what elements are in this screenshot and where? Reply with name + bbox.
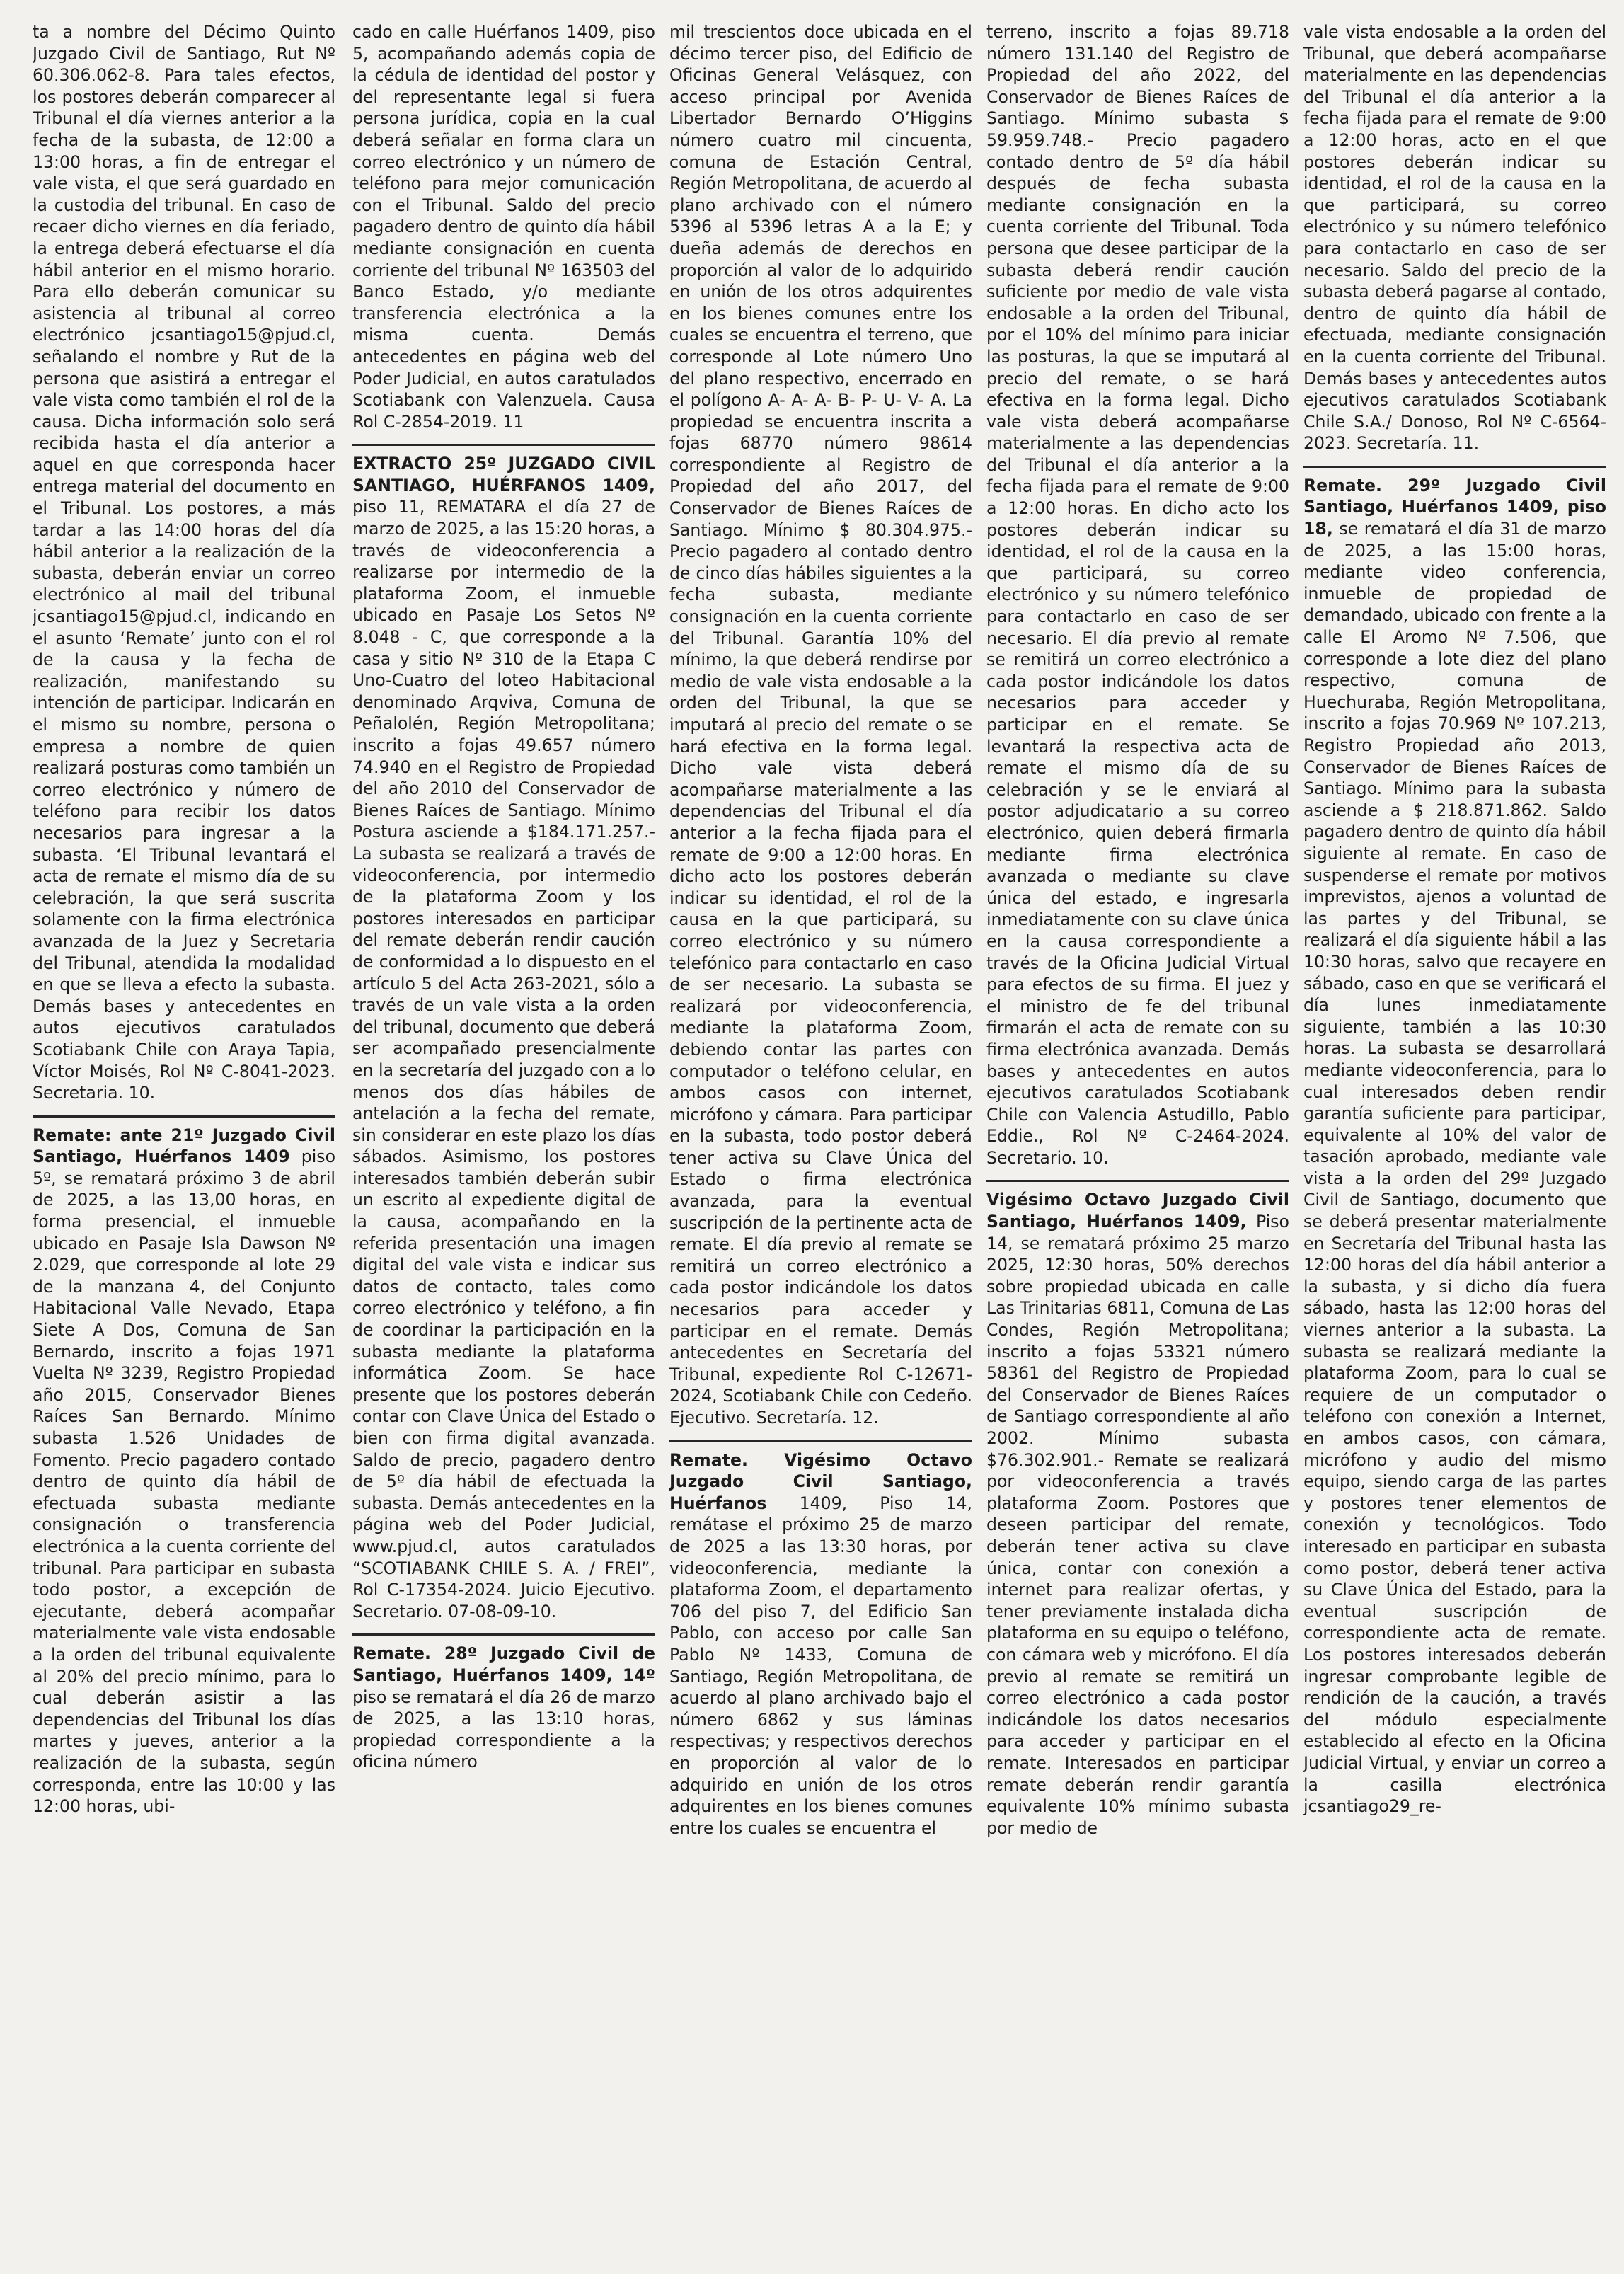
- notice-body: piso se rematará el día 26 de marzo de 2025, a las 13:10 horas, propiedad correspondiente a la oficina número: [352, 1687, 655, 1772]
- notice-heading: Remate. 28º Juzgado Civil de Santiago, Huérfanos 1409, 14º: [352, 1643, 655, 1685]
- column-3: [669, 21, 972, 2265]
- notice-continuation: [1303, 21, 1606, 461]
- notice-body: se rematará el día 31 de marzo de 2025, a las 15:00 horas, mediante video conferencia, inmueble de propiedad de demandado, ubicado con frente a la calle El Aromo Nº 7.506, que corresponde a lote diez del plano respectivo, comuna de Huechuraba, Región Metropolitana, inscrito a fojas 70.969 Nº 107.213, Registro Propiedad año 2013, Conservador de Bienes Raíces de Santiago. Mínimo para la subasta asciende a $ 218.871.862. Saldo pagadero dentro de quinto día hábil siguiente al remate. En caso de suspenderse el remate por motivos imprevistos, ajenos a voluntad de las partes y del Tribunal, se realizará el día siguiente hábil a las 10:30 horas, salvo que recayere en sábado, caso en que se verificará el día lunes inmediatamente siguiente, también a las 10:30 horas. La subasta se desarrollará mediante videoconferencia, para lo cual interesados deben rendir garantía suficiente para participar, equivalente al 10% del valor de tasación aprobado, mediante vale vista a la orden del 29º Juzgado Civil de Santiago, documento que se deberá presentar materialmente en Secretaría del Tribunal hasta las 12:00 horas del día hábil anterior a la subasta, y si dicho día fuera sábado, hasta las 12:00 horas del viernes anterior a la subasta. La subasta se realizará mediante la plataforma Zoom, para lo cual se requiere de un computador o teléfono con conexión a Internet, en ambos casos, con cámara, micrófono y audio del mismo equipo, siendo carga de las partes y postores tener elementos de conexión y tecnológicos. Todo interesado en participar en subasta como postor, deberá tener activa su Clave Única del Estado, para la eventual suscripción de correspondiente acta de remate. Los postores interesados deberán ingresar comprobante legible de rendición de la caución, a través del módulo especialmente establecido al efecto en la Oficina Judicial Virtual, y enviar un correo a la casilla electrónica jcsantiago29_re-: [1303, 519, 1606, 1817]
- column-4: [986, 21, 1289, 2265]
- notice-heading: Remate. Vigésimo Octavo Juzgado Civil Santiago, Huérfanos: [669, 1449, 972, 1513]
- column-1: [33, 21, 335, 2265]
- notice-body: piso 11, REMATARA el día 27 de marzo de 2025, a las 15:20 horas, a través de videoconferencia a realizarse por intermedio de la plataforma Zoom, el inmueble ubicado en Pasaje Los Setos Nº 8.048 - C, que corresponde a la casa y sitio Nº 310 de la Etapa C Uno-Cuatro del loteo Habitacional denominado Arqviva, Comuna de Peñalolén, Región Metropolitana; inscrito a fojas 49.657 número 74.940 en el Registro de Propiedad del año 2010 del Conservador de Bienes Raíces de Santiago. Mínimo Postura asciende a $184.171.257.- La subasta se realizará a través de videoconferencia, por intermedio de la plataforma Zoom y los postores interesados en participar del remate deberán rendir caución de conformidad a lo dispuesto en el artículo 5 del Acta 263-2021, sólo a través de un vale vista a la orden del tribunal, documento que deberá ser acompañado presencialmente en la secretaría del juzgado con a lo menos dos días hábiles de antelación a la fecha del remate, sin considerar en este plazo los días sábados. Asimismo, los postores interesados también deberán subir un escrito al expediente digital de la causa, acompañando en la referida presentación una imagen digital del vale vista e indicar sus datos de contacto, tales como correo electrónico y teléfono, a fin de coordinar la participación en la subasta mediante la plataforma informática Zoom. Se hace presente que los postores deberán contar con Clave Única del Estado o bien con firma digital avanzada. Saldo de precio, pagadero dentro de 5º día hábil de efectuada la subasta. Demás antecedentes en la página web del Poder Judicial, www.pjud.cl, autos caratulados “SCOTIABANK CHILE S. A. / FREI”, Rol C-17354-2024. Juicio Ejecutivo. Secretario. 07-08-09-10.: [352, 497, 655, 1621]
- notice-vigesimo-octavo-juzgado: [986, 1189, 1289, 1846]
- notice-body: ta a nombre del Décimo Quinto Juzgado Civil de Santiago, Rut Nº 60.306.062-8. Para tales efectos, los postores deberán comparecer al Tribunal el día viernes anterior a la fecha de la subasta, de 12:00 a 13:00 horas, a fin de entregar el vale vista, el que será guardado en la custodia del tribunal. En caso de recaer dicho viernes en día feriado, la entrega deberá efectuarse el día hábil anterior en el mismo horario. Para ello deberán comunicar su asistencia al tribunal al correo electrónico jcsantiago15@pjud.cl, señalando el nombre y Rut de la persona que asistirá a entregar el vale vista como también el rol de la causa. Dicha información solo será recibida hasta el día anterior a aquel en que corresponda hacer entrega material del documento en el Tribunal. Los postores, a más tardar a las 14:00 horas del día hábil anterior a la realización de la subasta, deberán enviar un correo electrónico al mail del tribunal jcsantiago15@pjud.cl, indicando en el asunto ‘Remate’ junto con el rol de la causa y la fecha de realización, manifestando su intención de participar. Indicarán en el mismo su nombre, persona o empresa a nombre de quien realizará posturas como también un correo electrónico y número de teléfono para recibir los datos necesarios para ingresar a la subasta. ‘El Tribunal levantará el acta de remate el mismo día de su celebración, la que será suscrita solamente con la firma electrónica avanzada de la Juez y Secretaria del Tribunal, atendida la modalidad en que se lleva a efecto la subasta. Demás bases y antecedentes en autos ejecutivos caratulados Scotiabank Chile con Araya Tapia, Víctor Moisés, Rol Nº C-8041-2023. Secretaria. 10.: [33, 22, 335, 1103]
- notice-remate-21-juzgado: [33, 1125, 335, 1825]
- column-5: [1303, 21, 1606, 2265]
- notice-heading: Remate: ante 21º Juzgado Civil Santiago, Huérfanos 1409: [33, 1125, 335, 1167]
- notice-continuation: [352, 21, 655, 440]
- notice-remate-28-juzgado: [352, 1643, 655, 1780]
- notice-remate-vigesimo-octavo: [669, 1449, 972, 1847]
- notice-body: vale vista endosable a la orden del Tribunal, que deberá acompañarse materialmente en las dependencias del Tribunal el día anterior a la fecha fijada para el remate de 9:00 a 12:00 horas, acto en el que postores deberán indicar su identidad, el rol de la causa en la que participará, su correo electrónico y su número telefónico para contactarlo en caso de ser necesario. Saldo del precio de la subasta deberá pagarse al contado, dentro de quinto día hábil de efectuada, mediante consignación en la cuenta corriente del Tribunal. Demás bases y antecedentes autos ejecutivos caratulados Scotiabank Chile S.A./ Donoso, Rol Nº C-6564-2023. Secretaría. 11.: [1303, 22, 1606, 454]
- notice-divider: [986, 1180, 1289, 1182]
- notice-heading: Remate. 29º Juzgado Civil Santiago, Huérfanos 1409, piso 18,: [1303, 475, 1606, 539]
- notice-divider: [352, 1633, 655, 1636]
- notice-extracto-25-juzgado: [352, 453, 655, 1629]
- column-2: [352, 21, 655, 2265]
- notice-heading: EXTRACTO 25º JUZGADO CIVIL SANTIAGO, HUÉRFANOS 1409,: [352, 454, 655, 495]
- notice-heading: Vigésimo Octavo Juzgado Civil Santiago, Huérfanos 1409,: [986, 1190, 1289, 1232]
- notice-divider: [1303, 466, 1606, 468]
- notice-continuation: [33, 21, 335, 1111]
- notice-divider: [33, 1115, 335, 1118]
- notice-body: Piso 14, se rematará próximo 25 marzo 2025, 12:30 horas, 50% derechos sobre propiedad ubicada en calle Las Trinitarias 6811, Comuna de Las Condes, Región Metropolitana; inscrito a fojas 53321 número 58361 del Registro de Propiedad del Conservador de Bienes Raíces de Santiago correspondiente al año 2002. Mínimo subasta $76.302.901.- Remate se realizará por videoconferencia a través plataforma Zoom. Postores que deseen participar del remate, deberán tener activa su clave única, contar con conexión a internet para realizar ofertas, y tener previamente instalada dicha plataforma en su equipo o teléfono, con cámara web y micrófono. El día previo al remate se remitirá un correo electrónico a cada postor indicándole los datos necesarios para acceder y participar en el remate. Interesados en participar remate deberán rendir garantía equivalente 10% mínimo subasta por medio de: [986, 1212, 1289, 1838]
- notice-divider: [352, 444, 655, 446]
- notice-continuation: [986, 21, 1289, 1176]
- notice-body: piso 5º, se rematará próximo 3 de abril de 2025, a las 13,00 horas, en forma presencial, el inmueble ubicado en Pasaje Isla Dawson Nº 2.029, que corresponde al lote 29 de la manzana 4, del Conjunto Habitacional Valle Nevado, Etapa Siete A Dos, Comuna de San Bernardo, inscrito a fojas 1971 Vuelta Nº 3239, Registro Propiedad año 2015, Conservador Bienes Raíces San Bernardo. Mínimo subasta 1.526 Unidades de Fomento. Precio pagadero contado dentro de quinto día hábil de efectuada subasta mediante consignación o transferencia electrónica a la cuenta corriente del tribunal. Para participar en subasta todo postor, a excepción de ejecutante, deberá acompañar materialmente vale vista endosable a la orden del tribunal equivalente al 20% del precio mínimo, para lo cual deberán asistir a las dependencias del Tribunal los días martes y jueves, anterior a la realización de la subasta, según corresponda, entre las 10:00 y las 12:00 horas, ubi-: [33, 1147, 335, 1817]
- notice-body: cado en calle Huérfanos 1409, piso 5, acompañando además copia de la cédula de identidad del postor y del representante legal si fuera persona jurídica, copia en la cual deberá señalar en forma clara un correo electrónico y un número de teléfono para mejor comunicación con el Tribunal. Saldo del precio pagadero dentro de quinto día hábil mediante consignación en cuenta corriente del tribunal Nº 163503 del Banco Estado, y/o mediante transferencia electrónica a la misma cuenta. Demás antecedentes en página web del Poder Judicial, en autos caratulados Scotiabank con Valenzuela. Causa Rol C-2854-2019. 11: [352, 22, 655, 432]
- notice-body: terreno, inscrito a fojas 89.718 número 131.140 del Registro de Propiedad del año 2022, del Conservador de Bienes Raíces de Santiago. Mínimo subasta $ 59.959.748.- Precio pagadero contado dentro de 5º día hábil después de fecha subasta mediante consignación en la cuenta corriente del Tribunal. Toda persona que desee participar de la subasta deberá rendir caución suficiente por medio de vale vista endosable a la orden del Tribunal, por el 10% del mínimo para iniciar las posturas, la que se imputará al precio del remate, o se hará efectiva en la forma legal. Dicho vale vista deberá acompañarse materialmente a las dependencias del Tribunal el día anterior a la fecha fijada para el remate de 9:00 a 12:00 horas. En dicho acto los postores deberán indicar su identidad, el rol de la causa en la que participará, su correo electrónico y su número telefónico para contactarlo en caso de ser necesario. El día previo al remate se remitirá un correo electrónico a cada postor indicándole los datos necesarios para acceder y participar en el remate. Se levantará la respectiva acta de remate el mismo día de su celebración y se le enviará al postor adjudicatario a su correo electrónico, quien deberá firmarla mediante firma electrónica avanzada o mediante su clave única del estado, e ingresarla inmediatamente con su clave única en la causa correspondiente a través de la Oficina Judicial Virtual para efectos de su firma. El juez y el ministro de fe del tribunal firmarán el acta de remate con su firma electrónica avanzada. Demás bases y antecedentes en autos ejecutivos caratulados Scotiabank Chile con Valencia Astudillo, Pablo Eddie., Rol Nº C-2464-2024. Secretario. 10.: [986, 22, 1289, 1168]
- notice-body: mil trescientos doce ubicada en el décimo tercer piso, del Edificio de Oficinas General Velásquez, con acceso principal por Avenida Libertador Bernardo O’Higgins número cuatro mil cincuenta, comuna de Estación Central, Región Metropolitana, de acuerdo al plano archivado con el número 5396 al 5396 letras A a la E; y dueña además de derechos en proporción al valor de lo adquirido en unión de los otros adquirentes en los bienes comunes entre los cuales se encuentra el terreno, que corresponde al Lote número Uno del plano respectivo, encerrado en el polígono A- A- A- B- P- U- V- A. La propiedad se encuentra inscrita a fojas 68770 número 98614 correspondiente al Registro de Propiedad del año 2017, del Conservador de Bienes Raíces de Santiago. Mínimo $ 80.304.975.- Precio pagadero al contado dentro de cinco días hábiles siguientes a la fecha subasta, mediante consignación en la cuenta corriente del Tribunal. Garantía 10% del mínimo, la que deberá rendirse por medio de vale vista endosable a la orden del Tribunal, la que se imputará al precio del remate o se hará efectiva en la forma legal. Dicho vale vista deberá acompañarse materialmente a las dependencias del Tribunal el día anterior a la fecha fijada para el remate de 9:00 a 12:00 horas. En dicho acto los postores deberán indicar su identidad, el rol de la causa en la que participará, su correo electrónico y su número telefónico para contactarlo en caso de ser necesario. La subasta se realizará por videoconferencia, mediante la plataforma Zoom, debiendo contar las partes con computador o teléfono celular, en ambos casos con internet, micrófono y cámara. Para participar en la subasta, todo postor deberá tener activa su Clave Única del Estado o firma electrónica avanzada, para la eventual suscripción de la pertinente acta de remate. El día previo al remate se remitirá un correo electrónico a cada postor indicándole los datos necesarios para acceder y participar en el remate. Demás antecedentes en Secretaría del Tribunal, expediente Rol C-12671-2024, Scotiabank Chile con Cedeño. Ejecutivo. Secretaría. 12.: [669, 22, 972, 1428]
- notice-remate-29-juzgado: [1303, 475, 1606, 1825]
- notice-continuation: [669, 21, 972, 1436]
- notice-divider: [669, 1440, 972, 1442]
- notice-body: 1409, Piso 14, remátase el próximo 25 de marzo de 2025 a las 13:30 horas, por videoconferencia, mediante la plataforma Zoom, el departamento 706 del piso 7, del Edificio San Pablo, con acceso por calle San Pablo Nº 1433, Comuna de Santiago, Región Metropolitana, de acuerdo al plano archivado bajo el número 6862 y sus láminas respectivas; y respectivos derechos en proporción al valor de lo adquirido en unión de los otros adquirentes en los bienes comunes entre los cuales se encuentra el: [669, 1493, 972, 1838]
